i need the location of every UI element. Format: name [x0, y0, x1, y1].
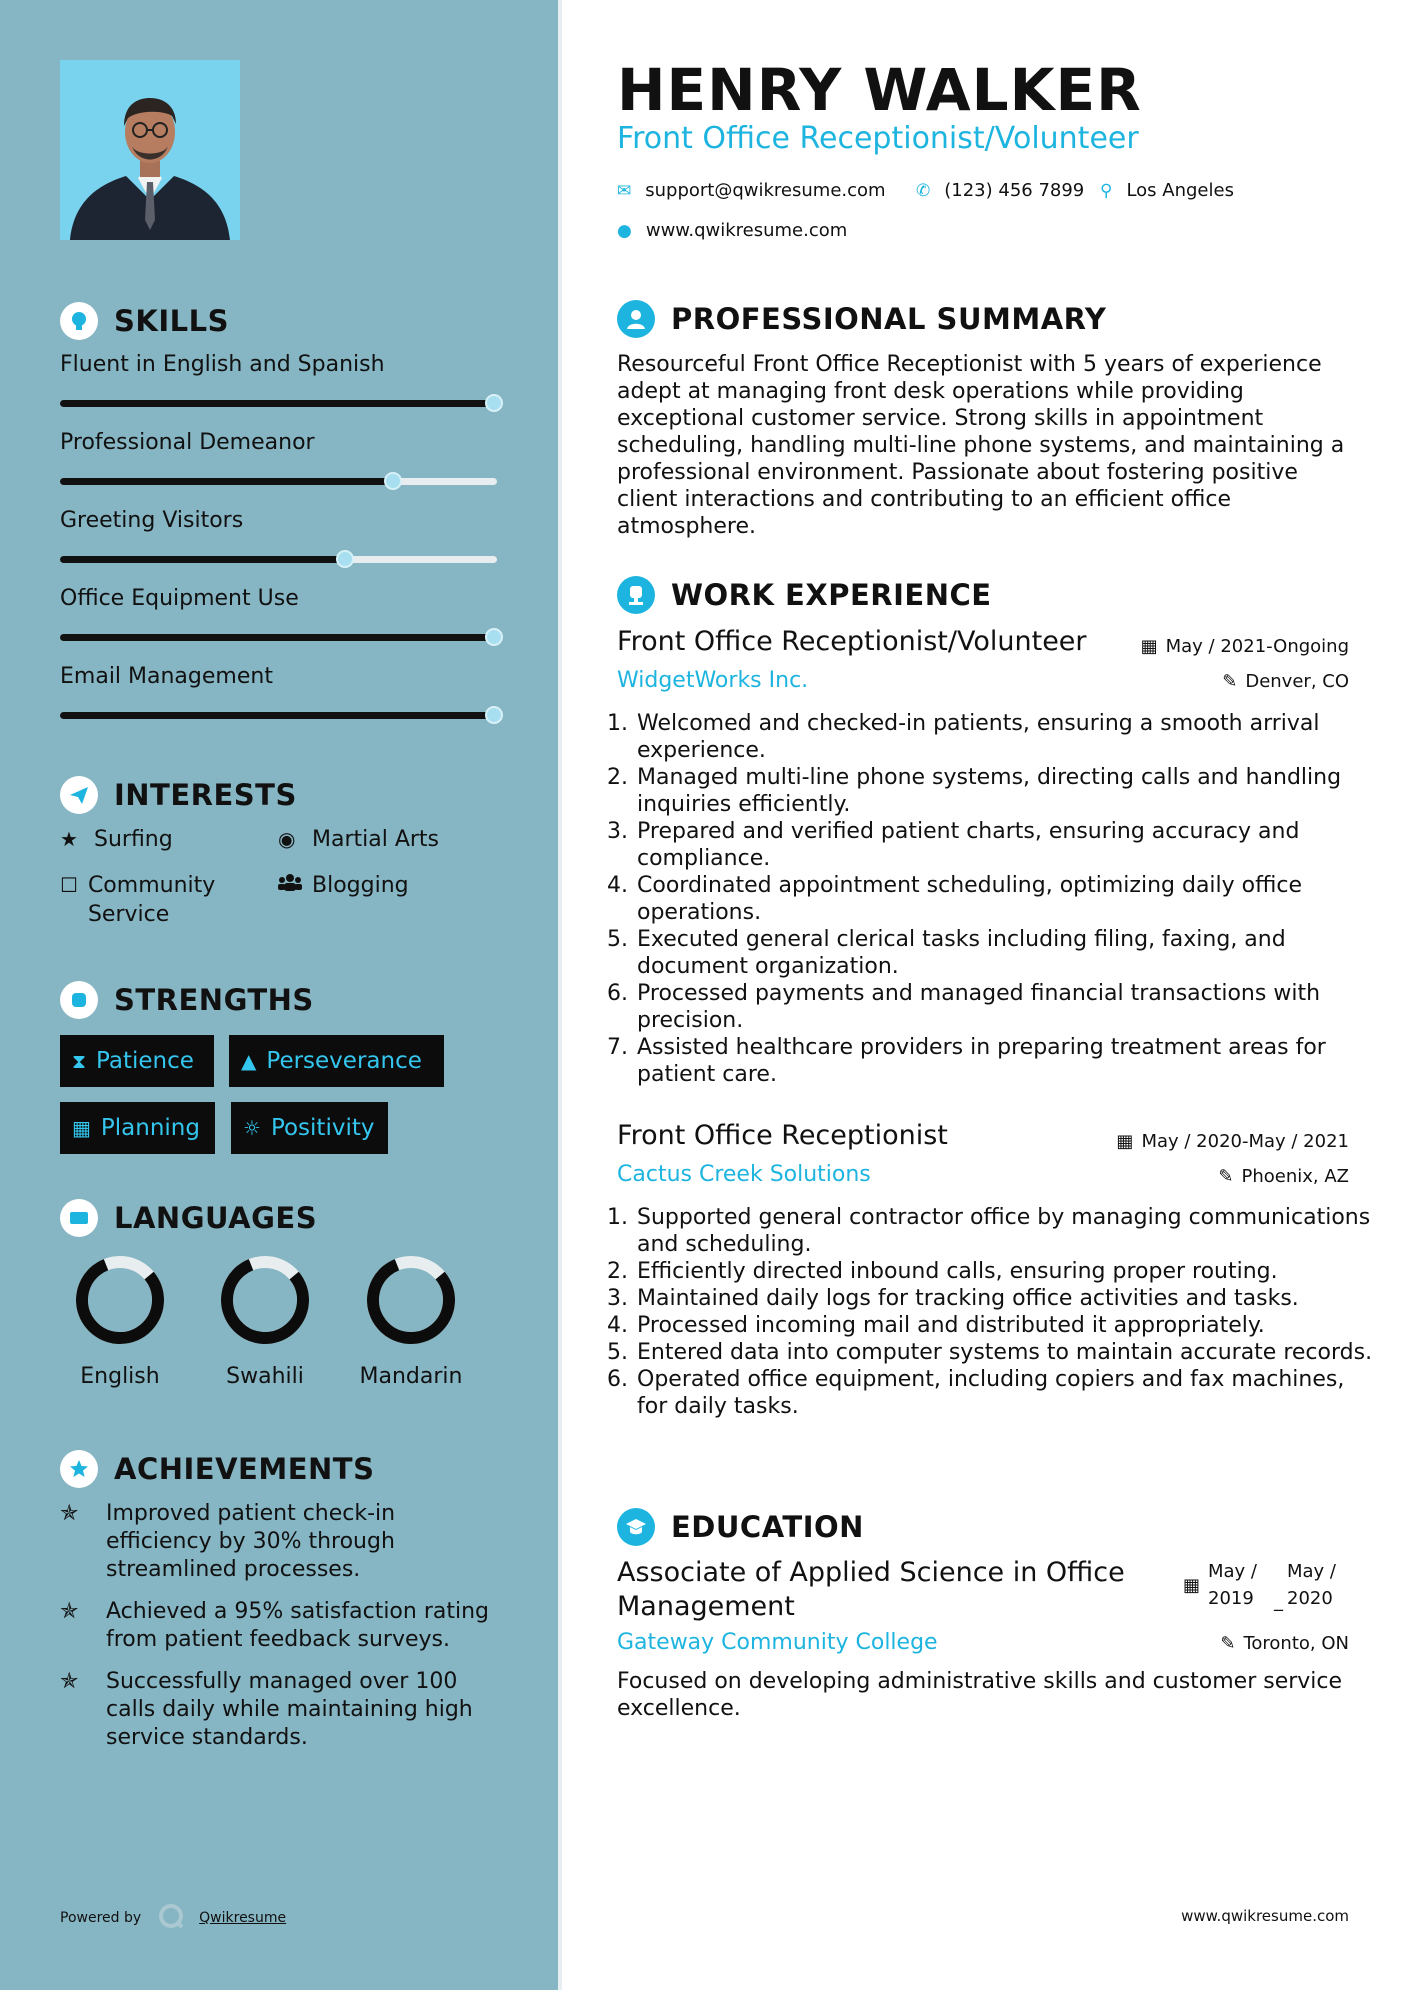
location-text: Los Angeles [1126, 180, 1234, 201]
section-title-achievements: ACHIEVEMENTS [114, 1452, 375, 1486]
achievement-text: Improved patient check-in efficiency by 30% through streamlined processes. [106, 1501, 396, 1582]
skill-bar-knob [384, 472, 402, 490]
duty-item: 5. Entered data into computer systems to maintain accurate records. [635, 1339, 1373, 1366]
education-end: May / 2020 [1287, 1561, 1336, 1609]
pin-icon: ✎ [1218, 1166, 1234, 1187]
section-title-languages: LANGUAGES [114, 1201, 318, 1235]
summary-text: Resourceful Front Office Receptionist with 5 years of experience adept at managing front desk operations while providing exceptional customer service. Strong skills in appointment scheduling, handling multi-line phone systems, and maintaining a professional environment. Passionate about fostering positive client interactions and contributing to an efficient office atmosphere. [617, 352, 1345, 539]
section-title-skills: SKILLS [114, 304, 229, 338]
language-label: Mandarin [359, 1364, 463, 1389]
languages-heading [60, 1199, 317, 1237]
school-name: Gateway Community College [617, 1630, 938, 1655]
skill-bar-fill [60, 556, 344, 563]
email-text: support@qwikresume.com [645, 180, 886, 201]
language-label: English [80, 1364, 160, 1389]
language-label: Swahili [226, 1364, 304, 1389]
job-duties [617, 1204, 1373, 1420]
skill-bar-fill [60, 634, 493, 641]
star-burst-icon: ✯ [60, 1669, 79, 1694]
job-location [1218, 1166, 1349, 1187]
candidate-name: HENRY WALKER [617, 56, 1142, 124]
duty-item: 2. Managed multi-line phone systems, directing calls and handling inquiries efficiently. [635, 764, 1373, 818]
job-location [1222, 671, 1349, 692]
contact-website[interactable] [617, 220, 847, 241]
skill-bar [60, 634, 497, 641]
section-title-summary: PROFESSIONAL SUMMARY [671, 302, 1107, 336]
calendar-icon: ▦ [1140, 636, 1158, 657]
calendar-icon: ▦ [1182, 1574, 1200, 1596]
globe-icon: ● [617, 220, 632, 241]
strength-badge [229, 1035, 444, 1087]
job-title: Front Office Receptionist [617, 1120, 948, 1151]
website-text: www.qwikresume.com [645, 220, 848, 241]
skill-label: Email Management [60, 664, 273, 689]
strength-label: Patience [96, 1048, 194, 1074]
achievement-text: Successfully managed over 100 calls daily while maintaining high service standards. [106, 1669, 473, 1750]
strength-label: Planning [100, 1115, 200, 1141]
language-donut [217, 1252, 313, 1348]
section-title-education: EDUCATION [671, 1510, 864, 1544]
duty-item: 3. Maintained daily logs for tracking office activities and tasks. [635, 1285, 1373, 1312]
road-icon: ▲ [241, 1049, 257, 1073]
education-location-text: Toronto, ON [1243, 1633, 1349, 1654]
skill-bar [60, 478, 497, 485]
job-title: Front Office Receptionist/Volunteer [617, 626, 1087, 657]
globe-icon: ◉ [278, 827, 296, 851]
users-icon [278, 871, 308, 900]
skill-bar [60, 556, 497, 563]
skills-heading [60, 302, 229, 340]
footer-website[interactable]: www.qwikresume.com [1181, 1907, 1349, 1925]
column-divider [558, 0, 562, 1990]
contact-location [1100, 180, 1234, 201]
duty-item: 6. Processed payments and managed financial transactions with precision. [635, 980, 1373, 1034]
skill-label: Greeting Visitors [60, 508, 244, 533]
degree-title: Associate of Applied Science in Office Management [617, 1557, 1125, 1622]
strength-badge [231, 1102, 388, 1154]
section-title-strengths: STRENGTHS [114, 983, 314, 1017]
interest-label: Community Service [87, 873, 216, 927]
language-item [338, 1252, 484, 1389]
skill-label: Office Equipment Use [60, 586, 299, 611]
profile-photo [60, 60, 240, 240]
skill-bar [60, 400, 497, 407]
duty-item: 7. Assisted healthcare providers in preparing treatment areas for patient care. [635, 1034, 1373, 1088]
education-dates [1183, 1558, 1349, 1612]
language-donut [72, 1252, 168, 1348]
medal-icon [60, 1450, 98, 1488]
hourglass-icon: ⧗ [72, 1049, 87, 1073]
strength-label: Perseverance [266, 1048, 422, 1074]
calendar-icon: ▦ [72, 1116, 91, 1140]
duty-item: 5. Executed general clerical tasks including filing, faxing, and document organization. [635, 926, 1373, 980]
hand-icon: ☐ [60, 873, 78, 897]
powered-by [60, 1902, 286, 1934]
skill-bar-fill [60, 712, 493, 719]
interest-label: Surfing [94, 827, 173, 852]
skill-bar-knob [485, 706, 503, 724]
date-separator: _ [1274, 1591, 1283, 1612]
section-title-interests: INTERESTS [114, 778, 297, 812]
duty-item: 6. Operated office equipment, including copiers and fax machines, for daily tasks. [635, 1366, 1373, 1420]
interest-item [278, 825, 439, 854]
skill-bar-knob [485, 394, 503, 412]
achievement-item [60, 1500, 500, 1584]
contact-phone [916, 180, 1084, 201]
duty-item: 1. Supported general contractor office by managing communications and scheduling. [635, 1204, 1373, 1258]
language-icon [60, 1199, 98, 1237]
skill-bar-knob [336, 550, 354, 568]
phone-icon: ✆ [916, 180, 931, 201]
education-heading [617, 1508, 864, 1546]
powered-by-label: Powered by [60, 1910, 142, 1926]
achievement-text: Achieved a 95% satisfaction rating from patient feedback surveys. [106, 1599, 490, 1652]
duty-item: 2. Efficiently directed inbound calls, ensuring proper routing. [635, 1258, 1373, 1285]
job-dates [1141, 636, 1349, 657]
paper-plane-icon [60, 776, 98, 814]
strength-label: Positivity [270, 1115, 375, 1141]
user-icon [617, 300, 655, 338]
sun-icon: ☼ [243, 1116, 261, 1140]
job-location-text: Denver, CO [1245, 671, 1349, 692]
summary-heading [617, 300, 1106, 338]
education-location [1220, 1633, 1349, 1654]
star-icon: ★ [60, 827, 78, 851]
strengths-heading [60, 981, 314, 1019]
education-start: May / 2019 [1208, 1561, 1257, 1609]
achievements-heading [60, 1450, 374, 1488]
job-dates-text: May / 2020-May / 2021 [1141, 1131, 1349, 1152]
briefcase-icon [617, 576, 655, 614]
company-name: Cactus Creek Solutions [617, 1162, 871, 1187]
duty-item: 4. Coordinated appointment scheduling, optimizing daily office operations. [635, 872, 1373, 926]
language-donut [363, 1252, 459, 1348]
job-location-text: Phoenix, AZ [1241, 1166, 1349, 1187]
skill-bar-fill [60, 478, 392, 485]
language-item [47, 1252, 193, 1389]
skill-bar-knob [485, 628, 503, 646]
interest-label: Martial Arts [312, 827, 440, 852]
calendar-icon: ▦ [1116, 1131, 1134, 1152]
map-pin-icon: ⚲ [1100, 180, 1113, 201]
interest-item [278, 871, 409, 900]
job-duties [617, 710, 1373, 1088]
candidate-role: Front Office Receptionist/Volunteer [617, 121, 1139, 156]
graduation-cap-icon [617, 1508, 655, 1546]
envelope-icon: ✉ [617, 180, 632, 201]
skill-label: Fluent in English and Spanish [60, 352, 385, 377]
skill-label: Professional Demeanor [60, 430, 315, 455]
strength-badge [60, 1035, 214, 1087]
language-item [192, 1252, 338, 1389]
star-burst-icon: ✯ [60, 1501, 79, 1526]
duty-item: 1. Welcomed and checked-in patients, ensuring a smooth arrival experience. [635, 710, 1373, 764]
phone-text: (123) 456 7899 [944, 180, 1085, 201]
lightbulb-icon [60, 302, 98, 340]
duty-item: 3. Prepared and verified patient charts, ensuring accuracy and compliance. [635, 818, 1373, 872]
interest-item [60, 825, 173, 854]
skill-bar-fill [60, 400, 493, 407]
job-dates [1116, 1131, 1349, 1152]
section-title-experience: WORK EXPERIENCE [671, 578, 992, 612]
contact-email[interactable] [617, 180, 886, 201]
skill-bar [60, 712, 497, 719]
duty-item: 4. Processed incoming mail and distributed it appropriately. [635, 1312, 1373, 1339]
qwikresume-link[interactable]: Qwikresume [199, 1910, 287, 1926]
achievement-item [60, 1668, 500, 1752]
interest-label: Blogging [312, 873, 409, 898]
company-name: WidgetWorks Inc. [617, 668, 809, 693]
experience-heading [617, 576, 992, 614]
fist-icon [60, 981, 98, 1019]
interest-item [60, 871, 260, 929]
strength-badge [60, 1102, 215, 1154]
achievement-item [60, 1598, 500, 1654]
qwikresume-logo-icon [157, 1902, 185, 1934]
education-description: Focused on developing administrative skills and customer service excellence. [617, 1669, 1343, 1721]
interests-heading [60, 776, 297, 814]
pin-icon: ✎ [1220, 1633, 1236, 1654]
job-dates-text: May / 2021-Ongoing [1165, 636, 1349, 657]
star-burst-icon: ✯ [60, 1599, 79, 1624]
pin-icon: ✎ [1222, 671, 1238, 692]
